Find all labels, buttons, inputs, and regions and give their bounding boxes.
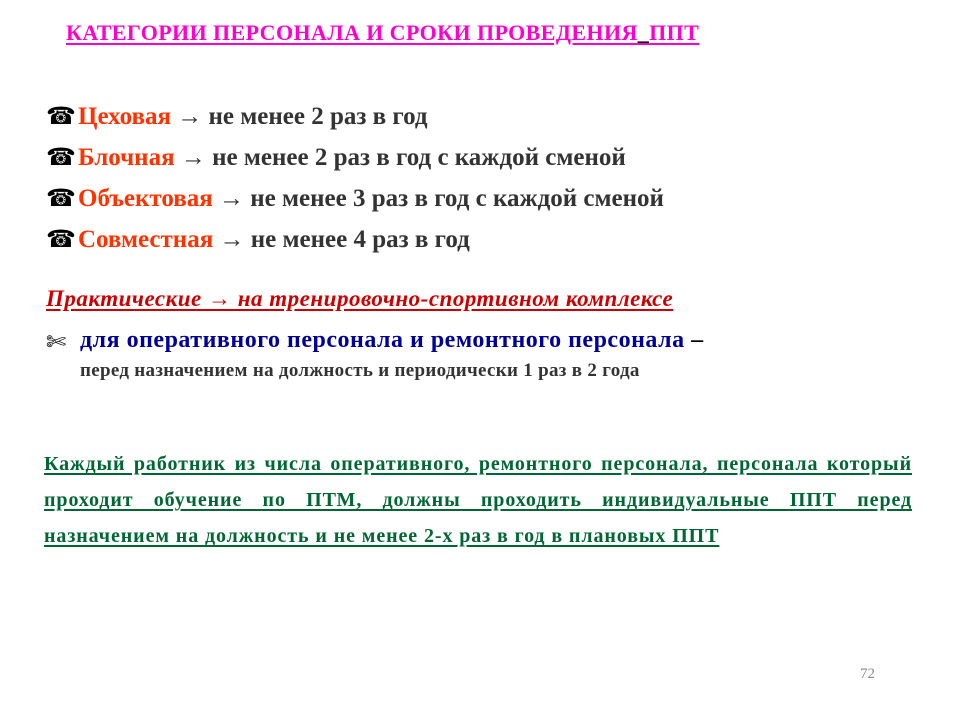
bullet-item-block — [46, 143, 626, 172]
operative-dash: – — [691, 327, 704, 353]
telephone-icon: ☎ — [46, 104, 76, 130]
category-frequency: → не менее 3 раз в год с каждой сменой — [212, 185, 664, 212]
telephone-icon: ☎ — [46, 227, 76, 253]
scissors-icon: ✄ — [46, 330, 67, 356]
bullet-item-object — [46, 184, 664, 213]
category-label: Цеховая — [78, 103, 171, 130]
operative-staff-period: перед назначением на должность и периодически 1 раз в 2 года — [80, 360, 640, 381]
operative-staff-text: для оперативного персонала и ремонтного персонала — [80, 327, 685, 353]
page-number: 72 — [860, 666, 875, 682]
category-frequency: → не менее 4 раз в год — [213, 226, 470, 253]
operative-staff-line — [80, 327, 704, 354]
telephone-icon: ☎ — [46, 186, 76, 212]
bullet-item-joint — [46, 225, 470, 254]
category-frequency: → не менее 2 раз в год — [171, 103, 428, 130]
title-separator: _ — [637, 20, 650, 45]
category-label: Объектовая — [78, 185, 213, 212]
note-paragraph: Каждый работник из числа оперативного, ремонтного персонала, персонала который проходит обучение по ПТМ, должны проходить индивидуальные ППТ перед назначением на должность и не менее 2-х раз в год в плановых ППТ — [44, 453, 912, 547]
category-label: Блочная — [78, 144, 175, 171]
category-frequency: → не менее 2 раз в год с каждой сменой — [174, 144, 626, 171]
slide-title — [66, 20, 699, 46]
bullet-item-workshop — [46, 102, 428, 131]
category-label: Совместная — [78, 226, 214, 253]
title-abbreviation: ППТ — [649, 20, 700, 45]
title-text: КАТЕГОРИИ ПЕРСОНАЛА И СРОКИ ПРОВЕДЕНИЯ — [66, 20, 638, 45]
practical-heading: Практические → на тренировочно-спортивном комплексе — [46, 286, 674, 311]
telephone-icon: ☎ — [46, 145, 76, 171]
